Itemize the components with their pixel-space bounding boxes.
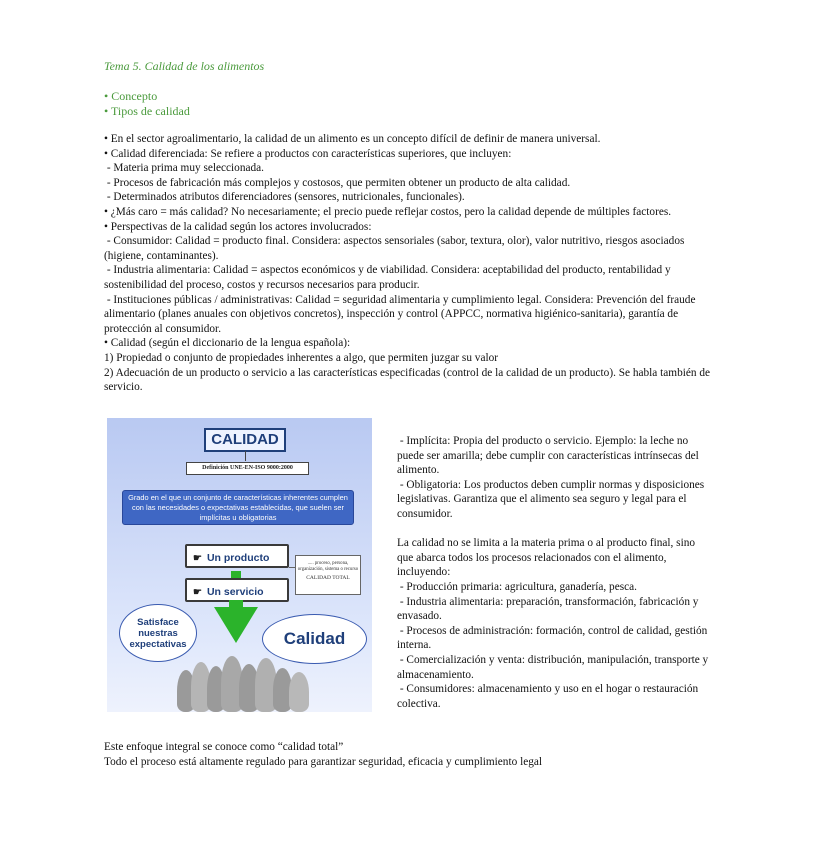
table-of-contents xyxy=(104,89,190,119)
pointing-hand-icon: ☛ xyxy=(193,587,202,598)
toc-item-tipos: • Tipos de calidad xyxy=(104,104,190,118)
figure-box-producto-label: Un producto xyxy=(206,552,270,564)
document-title: Tema 5. Calidad de los alimentos xyxy=(104,59,265,73)
paragraph: - Obligatoria: Los productos deben cumplir normas y disposiciones legislativas. Garantiza que el alimento sea seguro y legal para el consumidor. xyxy=(397,478,707,520)
paragraph: - Consumidor: Calidad = producto final. Considera: aspectos sensoriales (sabor, textura, olor), valor nutritivo, riesgos asociados (higiene, contaminantes). xyxy=(104,235,688,262)
paragraph: - Determinados atributos diferenciadores (sensores, nutricionales, funcionales). xyxy=(104,191,465,204)
paragraph: - Comercialización y venta: distribución, manipulación, transporte y almacenamiento. xyxy=(397,653,712,681)
paragraph: • Calidad (según el diccionario de la lengua española): xyxy=(104,337,351,350)
toc-item-concepto: • Concepto xyxy=(104,89,158,103)
connector-line xyxy=(245,451,246,461)
paragraph: - Instituciones públicas / administrativas: Calidad = seguridad alimentaria y cumplimiento legal. Considera: Prevención del fraude alimentario (planes anuales con objetivos concretos), inspección y control (APPCC, normativa higiénico-sanitaria), garantía de protección al consumidor. xyxy=(104,293,699,335)
right-column-text xyxy=(397,434,713,711)
paragraph: • ¿Más caro = más calidad? No necesariamente; el precio puede reflejar costos, pero la calidad depende de múltiples factores. xyxy=(104,205,672,218)
body-text xyxy=(104,132,714,395)
figure-title: CALIDAD xyxy=(204,428,286,452)
paragraph: - Industria alimentaria: Calidad = aspectos económicos y de viabilidad. Considera: aceptabilidad del producto, rentabilidad y sostenibilidad del proceso, costos y recursos necesarios para producir. xyxy=(104,264,674,291)
paragraph: • En el sector agroalimentario, la calidad de un alimento es un concepto difícil de definir de manera universal. xyxy=(104,133,601,145)
figure-side-note xyxy=(295,555,361,595)
figure-definition: Definición UNE-EN-ISO 9000:2000 xyxy=(186,462,309,475)
figure-box-producto xyxy=(185,544,289,568)
figure-definition-text: Grado en el que un conjunto de características inherentes cumplen con las necesidades o expectativas establecidas, que suelen ser implícitas u obligatorias xyxy=(122,490,354,525)
green-arrow-icon xyxy=(214,607,258,643)
side-note-text: ..... proceso, persona, organización, sistema o recurso xyxy=(297,561,359,572)
footer-text xyxy=(104,740,542,769)
paragraph: - Consumidores: almacenamiento y uso en el hogar o restauración colectiva. xyxy=(397,683,701,710)
paragraph: Todo el proceso está altamente regulado para garantizar seguridad, eficacia y cumplimiento legal xyxy=(104,755,543,768)
speech-bubble-left: Satisface nuestras expectativas xyxy=(119,604,197,662)
side-note-total: CALIDAD TOTAL xyxy=(306,575,350,581)
paragraph: 1) Propiedad o conjunto de propiedades inherentes a algo, que permiten juzgar su valor xyxy=(104,351,499,364)
quality-diagram-figure xyxy=(107,418,372,712)
figure-box-servicio-label: Un servicio xyxy=(206,586,264,598)
paragraph: - Procesos de fabricación más complejos y costosos, que permiten obtener un producto de alta calidad. xyxy=(104,176,571,189)
paragraph: - Procesos de administración: formación, control de calidad, gestión interna. xyxy=(397,624,711,652)
green-connector xyxy=(231,571,241,578)
paragraph xyxy=(397,522,713,537)
paragraph: - Industria alimentaria: preparación, transformación, fabricación y envasado. xyxy=(397,595,702,623)
paragraph: La calidad no se limita a la materia prima o al producto final, sino que abarca todos los procesos relacionados con el alimento, incluyendo: xyxy=(397,537,698,579)
pointing-hand-icon: ☛ xyxy=(193,553,202,564)
paragraph: - Producción primaria: agricultura, ganadería, pesca. xyxy=(397,580,637,593)
speech-bubble-right: Calidad xyxy=(262,614,367,664)
paragraph: - Materia prima muy seleccionada. xyxy=(104,162,264,175)
paragraph: - Implícita: Propia del producto o servicio. Ejemplo: la leche no puede ser amarilla; debe cumplir con características intrínsecas del alimento. xyxy=(397,435,702,477)
paragraph: Este enfoque integral se conoce como “calidad total” xyxy=(104,741,344,753)
paragraph: • Calidad diferenciada: Se refiere a productos con características superiores, que incluyen: xyxy=(104,147,512,160)
figure-box-servicio xyxy=(185,578,289,602)
paragraph: • Perspectivas de la calidad según los actores involucrados: xyxy=(104,220,372,233)
paragraph: 2) Adecuación de un producto o servicio a las características especificadas (control de la calidad de un producto). Se habla también de servicio. xyxy=(104,366,713,394)
